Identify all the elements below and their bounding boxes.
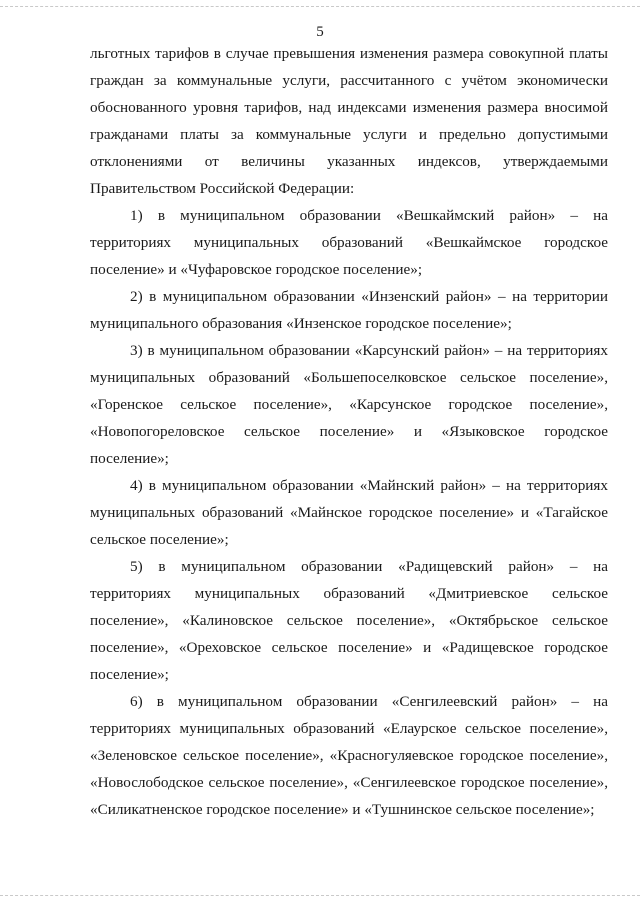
list-item-3: 3) в муниципальном образовании «Карсунский район» – на территориях муниципальных образований «Большепоселковское сельское поселение», «Горенское сельское поселение», «Карсунское городское поселение», «Новопогореловское сельское поселение» и «Языковское городское поселение»; [90, 342, 608, 467]
document-body [90, 40, 608, 823]
page-number: 5 [316, 24, 324, 40]
paragraph-intro: льготных тарифов в случае превышения изменения размера совокупной платы граждан за коммунальные услуги, рассчитанного с учётом экономически обоснованного уровня тарифов, над индексами изменения размера вносимой гражданами платы за коммунальные услуги и предельно допустимыми отклонениями от величины указанных индексов, утверждаемыми Правительством Российской Федерации: [90, 45, 608, 197]
list-item-2: 2) в муниципальном образовании «Инзенский район» – на территории муниципального образования «Инзенское городское поселение»; [90, 288, 608, 332]
list-item-5: 5) в муниципальном образовании «Радищевский район» – на территориях муниципальных образований «Дмитриевское сельское поселение», «Калиновское сельское поселение», «Октябрьское сельское поселение», «Ореховское сельское поселение» и «Радищевское городское поселение»; [90, 558, 608, 683]
list-item-4: 4) в муниципальном образовании «Майнский район» – на территориях муниципальных образований «Майнское городское поселение» и «Тагайское сельское поселение»; [90, 477, 608, 548]
scan-edge-top [0, 6, 640, 7]
list-item-1: 1) в муниципальном образовании «Вешкаймский район» – на территориях муниципальных образований «Вешкаймское городское поселение» и «Чуфаровское городское поселение»; [90, 207, 608, 278]
list-item-6: 6) в муниципальном образовании «Сенгилеевский район» – на территориях муниципальных образований «Елаурское сельское поселение», «Зеленовское сельское поселение», «Красногуляевское городское поселение», «Новослободское сельское поселение», «Сенгилеевское городское поселение», «Силикатненское городское поселение» и «Тушнинское сельское поселение»; [90, 693, 608, 818]
scan-edge-bottom [0, 895, 640, 896]
